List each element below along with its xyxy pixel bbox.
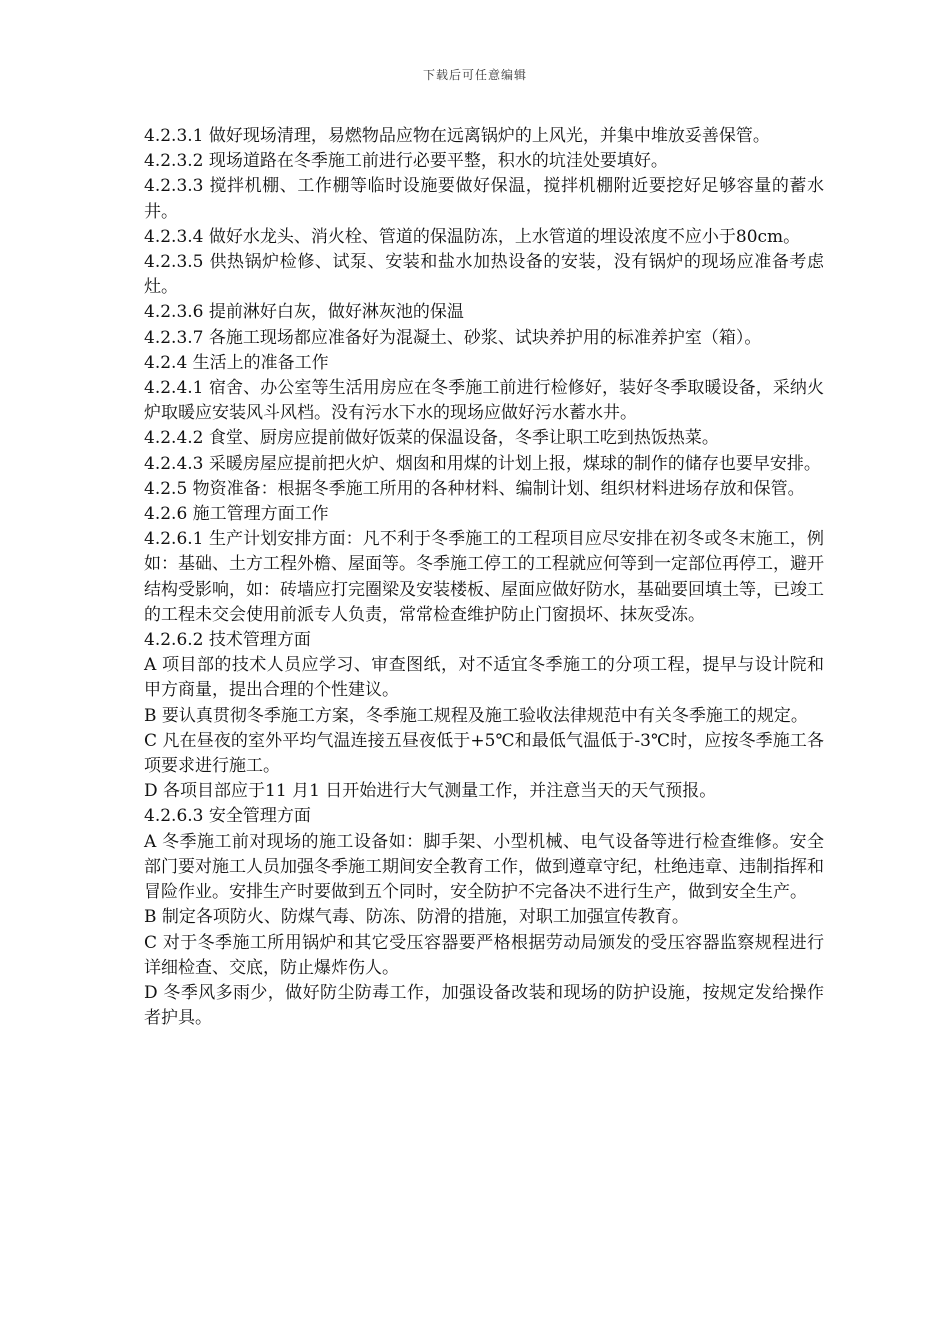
page-header: 下载后可任意编辑 [422,68,527,82]
paragraph-4-2-6-1: 4.2.6.1 生产计划安排方面：凡不利于冬季施工的工程项目应尽安排在初冬或冬末施工，例如：基础、土方工程外檐、屋面等。冬季施工停工的工程就应何等到一定部位再停工，避开结构受影响，如：砖墙应打完圈梁及安装楼板、屋面应做好防水，基础要回填土等，已竣工的工程未交会使用前派专人负责，常常检查维护防止门窗损坏、抹灰受冻。 [144,529,824,625]
paragraph-tech-c: C 凡在昼夜的室外平均气温连接五昼夜低于+5℃和最低气温低于-3℃时，应按冬季施工各项要求进行施工。 [144,730,824,777]
paragraph-4-2-4-1: 4.2.4.1 宿舍、办公室等生活用房应在冬季施工前进行检修好，装好冬季取暖设备，采纳火炉取暖应安装风斗风档。没有污水下水的现场应做好污水蓄水井。 [144,378,824,424]
paragraph-tech-a: A 项目部的技术人员应学习、审查图纸，对不适宜冬季施工的分项工程，提早与设计院和甲方商量，提出合理的个性建议。 [144,655,824,701]
document-body [144,124,824,1031]
paragraph-tech-d: D 各项目部应于11 月1 日开始进行大气测量工作，并注意当天的天气预报。 [144,781,717,802]
section-heading-4-2-6-3: 4.2.6.3 安全管理方面 [144,806,311,827]
section-heading-4-2-6: 4.2.6 施工管理方面工作 [144,504,329,525]
paragraph-safety-c: C 对于冬季施工所用锅炉和其它受压容器要严格根据劳动局颁发的受压容器监察规程进行详细检查、交底，防止爆炸伤人。 [144,932,824,978]
paragraph-4-2-3-2: 4.2.3.2 现场道路在冬季施工前进行必要平整，积水的坑洼处要填好。 [144,151,668,172]
section-heading-4-2-6-2: 4.2.6.2 技术管理方面 [144,630,311,651]
paragraph-4-2-3-1: 4.2.3.1 做好现场清理，易燃物品应物在远离锅炉的上风光，并集中堆放妥善保管。 [144,126,770,146]
paragraph-tech-b: B 要认真贯彻冬季施工方案，冬季施工规程及施工验收法律规范中有关冬季施工的规定。 [144,705,808,726]
paragraph-4-2-3-5: 4.2.3.5 供热锅炉检修、试泵、安装和盐水加热设备的安装，没有锅炉的现场应准备考虑灶。 [144,252,824,298]
paragraph-4-2-3-6: 4.2.3.6 提前淋好白灰，做好淋灰池的保温 [144,302,464,323]
paragraph-4-2-3-3: 4.2.3.3 搅拌机棚、工作棚等临时设施要做好保温，搅拌机棚附近要挖好足够容量的蓄水井。 [144,176,824,222]
paragraph-safety-b: B 制定各项防火、防煤气毒、防冻、防滑的措施，对职工加强宣传教育。 [144,907,689,928]
paragraph-4-2-4-3: 4.2.4.3 采暖房屋应提前把火炉、烟囱和用煤的计划上报，煤球的制作的储存也要早安排。 [144,453,821,474]
paragraph-4-2-3-7: 4.2.3.7 各施工现场都应准备好为混凝土、砂浆、试块养护用的标准养护室（箱）。 [144,327,762,348]
section-heading-4-2-4: 4.2.4 生活上的准备工作 [144,352,329,373]
paragraph-safety-a: A 冬季施工前对现场的施工设备如：脚手架、小型机械、电气设备等进行检查维修。安全部门要对施工人员加强冬季施工期间安全教育工作，做到遵章守纪，杜绝违章、违制指挥和冒险作业。安排生产时要做到五个同时，安全防护不完备决不进行生产，做到安全生产。 [144,831,824,903]
paragraph-4-2-3-4: 4.2.3.4 做好水龙头、消火栓、管道的保温防冻，上水管道的埋设浓度不应小于80cm。 [144,226,801,247]
paragraph-safety-d: D 冬季风多雨少，做好防尘防毒工作，加强设备改装和现场的防护设施，按规定发给操作者护具。 [144,982,824,1029]
paragraph-4-2-4-2: 4.2.4.2 食堂、厨房应提前做好饭菜的保温设备，冬季让职工吃到热饭热菜。 [144,428,719,449]
paragraph-4-2-5: 4.2.5 物资准备：根据冬季施工所用的各种材料、编制计划、组织材料进场存放和保管。 [144,478,805,499]
